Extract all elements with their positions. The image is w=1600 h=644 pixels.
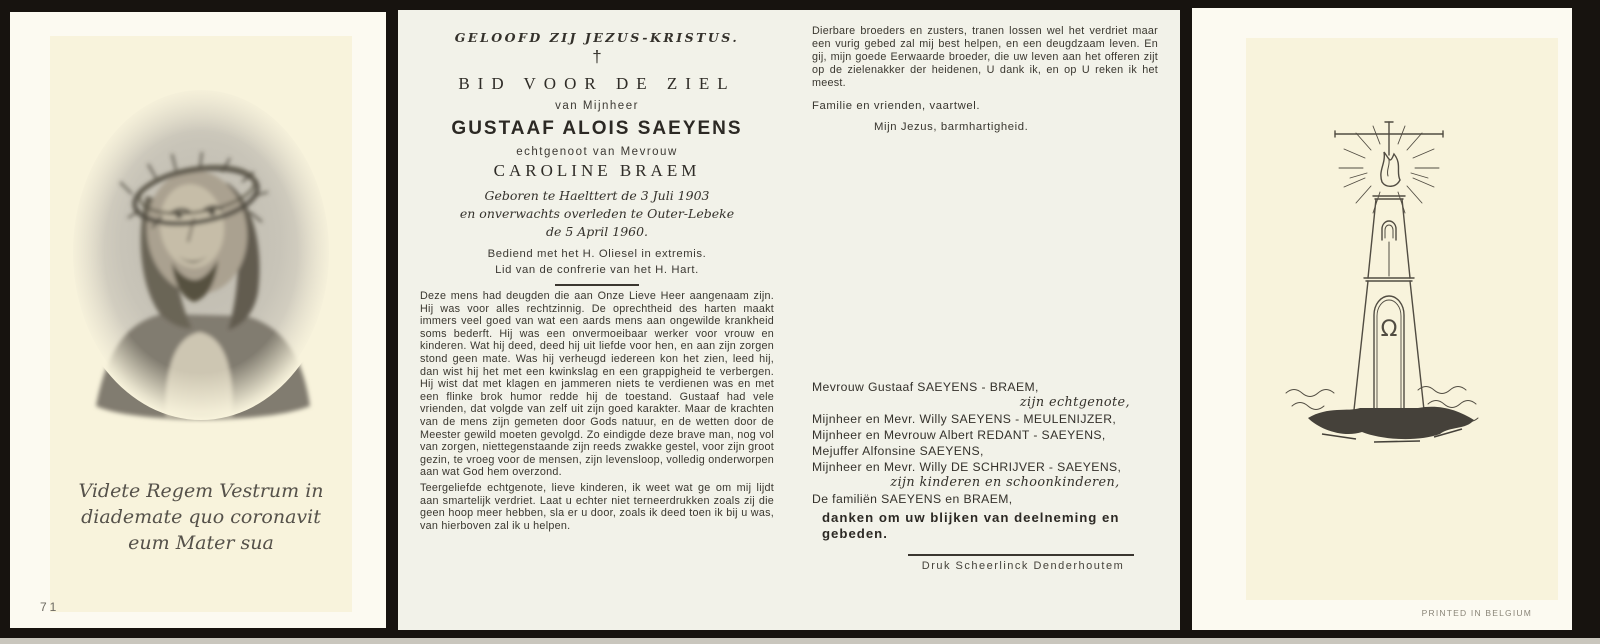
holy-card-text-spread [398, 10, 1180, 630]
thanks-line: danken om uw blijken van deelneming en gebeden. [822, 509, 1120, 541]
printer-rule [908, 554, 1134, 556]
omega-symbol: Ω [1380, 317, 1398, 342]
sacrament-line: Bediend met het H. Oliesel in extremis. [487, 248, 707, 260]
holy-card-back [1246, 38, 1558, 600]
cross-icon: † [592, 47, 602, 66]
text-column-right [812, 10, 1158, 572]
album-page-left [10, 12, 386, 628]
born-line: Geboren te Haelttert de 3 Juli 1903 [484, 188, 710, 203]
family-member-line: Mejuffer Alfonsine SAEYENS, [812, 443, 984, 458]
eulogy-paragraph: Deze mens had deugden die aan Onze Lieve Heer aangenaam zijn. Hij was voor alles rechtzinnig. De oprechtheid des harten maakt immers veel goed van wat een aards mens aan ongewilde krankheid soms bederft. Hij was een onvermoeibaar werker voor vrouw en kinderen. Wat hij deed, deed hij uit liefde voor hen, en aan zijn zorgen stond geen mate. Was hij verheugd iedereen kon het zien, leed hij, dan wist hij het met een kwinkslag en een grappigheid te verbergen. Hij wist dat met klagen en jammeren niets te verdienen was en met een flinke brok humor redde hij de toestand. Gustaaf had vele vrienden, dat volgde van zelf uit zijn goed karakter. Maar de krachten van de mens zijn gemeten door Gods natuur, en de wetten door de Meester gewild moeten gevolgd. Zo eindigde deze brave man, nog vol van zorgen, niettegenstaande zijn reeds zwakke gestel, voor zijn groot gezin, te vroeg voor de mensen, zijn levensloop, volledig onderworpen aan wat God hem overzond. [420, 290, 774, 479]
family-member-line: Mijnheer en Mevr. Willy DE SCHRIJVER - SAEYENS, [812, 459, 1122, 474]
spouse-of-line: echtgenoot van Mevrouw [516, 146, 678, 158]
deceased-name: GUSTAAF ALOIS SAEYENS [451, 118, 743, 139]
spouse-name: CAROLINE BRAEM [493, 161, 701, 180]
family-member-line: De familiën SAEYENS en BRAEM, [812, 491, 1013, 506]
farewell-paragraph: Teergeliefde echtgenote, lieve kinderen, ik weet wat ge om mij lijdt aan smartelijk verdriet. Laat u echter niet terneerdrukken zoals zij die geen hoop meer hebben, sla er u door, zoals ik deed toen ik bij u was, van hierboven zal ik u helpen. [420, 481, 774, 532]
family-member-line: Mevrouw Gustaaf SAEYENS - BRAEM, [812, 379, 1039, 394]
latin-verse-line: Videte Regem Vestrum in [78, 480, 324, 502]
scanner-edge-strip [0, 638, 1600, 644]
latin-verse [50, 478, 352, 556]
album-page-right [1192, 8, 1572, 630]
blank-space [812, 133, 1158, 379]
holy-card-front [50, 36, 352, 612]
died-date-line: de 5 April 1960. [545, 224, 649, 239]
of-mister-line: van Mijnheer [555, 100, 639, 112]
pray-title: BID VOOR DE ZIEL [458, 74, 736, 93]
family-relation-line: zijn kinderen en schoonkinderen, [890, 474, 1120, 490]
printer-line: Druk Scheerlinck Denderhoutem [921, 559, 1125, 572]
rock-base [1308, 407, 1474, 439]
farewell-line: Familie en vrienden, vaartwel. [812, 99, 981, 112]
address-paragraph: Dierbare broeders en zusters, tranen lossen wel het verdriet maar een vurig gebed zal mij best helpen, en een deugdzaam leven. En gij, mijn goede Eerwaarde broeder, die uw leven aan het offeren zijt op de zielenakker der heidenen, U dank ik, en op U reken ik het meest. [812, 25, 1158, 89]
printed-in-label: PRINTED IN BELGIUM [1421, 608, 1532, 618]
family-relation-line: zijn echtgenote, [1019, 394, 1130, 410]
family-member-line: Mijnheer en Mevr. Willy SAEYENS - MEULENIJZER, [812, 411, 1117, 426]
motto-line: GELOOFD ZIJ JEZUS-KRISTUS. [454, 30, 740, 45]
mercy-line: Mijn Jezus, barmhartigheid. [874, 120, 1029, 133]
jesus-portrait-image [66, 84, 336, 424]
text-column-left [420, 10, 774, 532]
album-page-number: 71 [40, 600, 60, 614]
family-member-line: Mijnheer en Mevrouw Albert REDANT - SAEYENS, [812, 427, 1106, 442]
divider-rule [555, 284, 639, 286]
beacon-with-cross-and-omega-drawing [1278, 118, 1508, 453]
latin-verse-line: diademate quo coronavit [81, 506, 321, 528]
died-line: en onverwachts overleden te Outer-Lebeke [459, 206, 735, 221]
confraternity-line: Lid van de confrerie van het H. Hart. [495, 264, 699, 276]
latin-verse-line: eum Mater sua [128, 532, 274, 554]
